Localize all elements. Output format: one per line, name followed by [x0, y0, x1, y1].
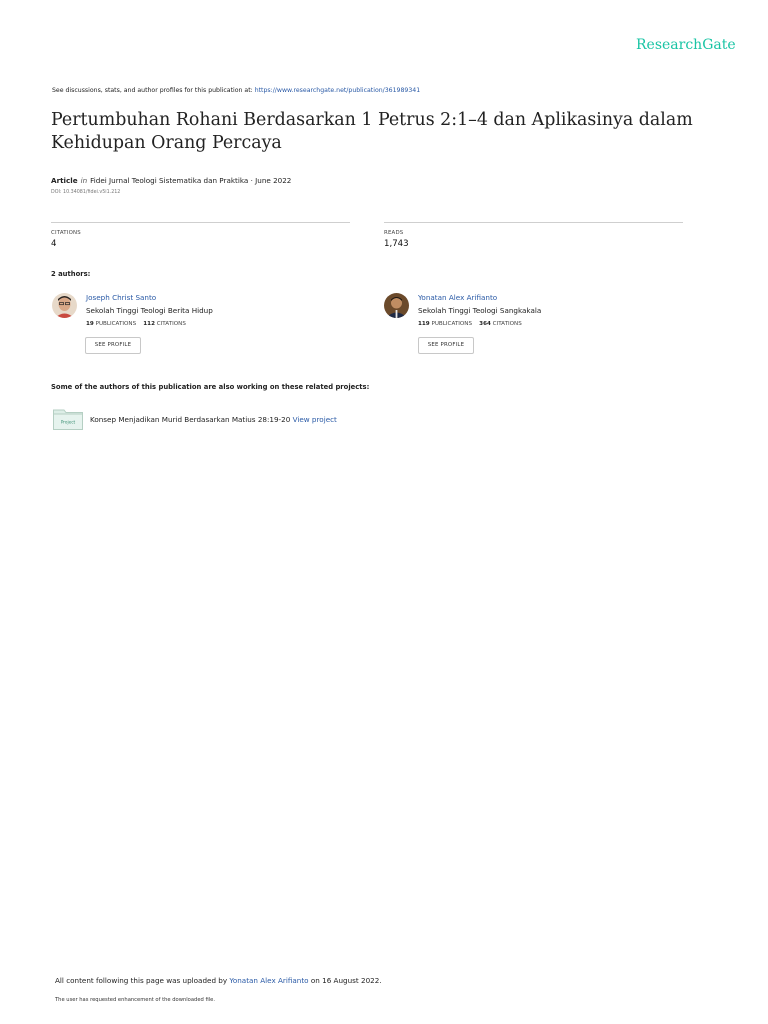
enhancement-note: The user has requested enhancement of the downloaded file.	[55, 997, 216, 1003]
upload-note	[55, 976, 382, 985]
avatar-photo-icon	[52, 293, 77, 318]
reads-label: READS	[384, 230, 404, 236]
citations-label: CITATIONS	[51, 230, 81, 236]
upload-note-prefix: All content following this page was uploaded by	[55, 976, 228, 985]
uploader-link[interactable]: Yonatan Alex Arifianto	[229, 976, 309, 985]
avatar-photo-icon	[384, 293, 409, 318]
author-stats	[418, 321, 522, 327]
journal-name: Fidei Jurnal Teologi Sistematika dan Praktika · June 2022	[90, 176, 292, 185]
reads-count: 1,743	[384, 239, 409, 249]
discussion-note-text: See discussions, stats, and author profiles for this publication at:	[52, 87, 253, 94]
publication-title: Pertumbuhan Rohani Berdasarkan 1 Petrus 2:1–4 dan Aplikasinya dalam Kehidupan Orang Percaya	[51, 110, 693, 153]
upload-note-date: on 16 August 2022.	[310, 976, 382, 985]
author-avatar-joseph[interactable]	[52, 293, 77, 318]
folder-icon	[53, 408, 83, 430]
project-folder-icon[interactable]	[53, 408, 83, 430]
author-name-joseph[interactable]: Joseph Christ Santo	[86, 293, 157, 302]
citations-divider	[51, 222, 350, 223]
author-citations-count: 112	[143, 321, 155, 327]
project-icon-label: Project	[60, 419, 76, 425]
publications-label: PUBLICATIONS	[95, 321, 137, 327]
publication-meta	[51, 176, 291, 185]
see-profile-button[interactable]: SEE PROFILE	[85, 337, 141, 354]
author-citations-label: CITATIONS	[492, 321, 522, 327]
publications-count: 19	[86, 321, 94, 327]
publication-url-link[interactable]: https://www.researchgate.net/publication/361989341	[254, 87, 421, 94]
publications-label: PUBLICATIONS	[431, 321, 473, 327]
project-title: Konsep Menjadikan Murid Berdasarkan Matius 28:19-20	[90, 415, 291, 424]
author-citations-label: CITATIONS	[156, 321, 186, 327]
authors-heading: 2 authors:	[51, 270, 91, 278]
author-institution: Sekolah Tinggi Teologi Berita Hidup	[86, 306, 213, 315]
author-citations-count: 364	[479, 321, 491, 327]
related-project	[90, 415, 337, 424]
author-stats	[86, 321, 186, 327]
publications-count: 119	[418, 321, 430, 327]
related-projects-heading: Some of the authors of this publication are also working on these related projects:	[51, 383, 370, 391]
author-institution: Sekolah Tinggi Teologi Sangkakala	[418, 306, 542, 315]
view-project-link[interactable]: View project	[292, 415, 337, 424]
author-avatar-yonatan[interactable]	[384, 293, 409, 318]
citations-count: 4	[51, 239, 57, 249]
doi: DOI: 10.34081/fidei.v5i1.212	[51, 190, 121, 195]
see-profile-button[interactable]: SEE PROFILE	[418, 337, 474, 354]
reads-divider	[384, 222, 683, 223]
in-label: in	[80, 176, 88, 185]
publication-type: Article	[51, 176, 78, 185]
author-name-yonatan[interactable]: Yonatan Alex Arifianto	[418, 293, 498, 302]
discussion-note	[52, 87, 420, 94]
researchgate-logo[interactable]: ResearchGate	[636, 37, 736, 53]
